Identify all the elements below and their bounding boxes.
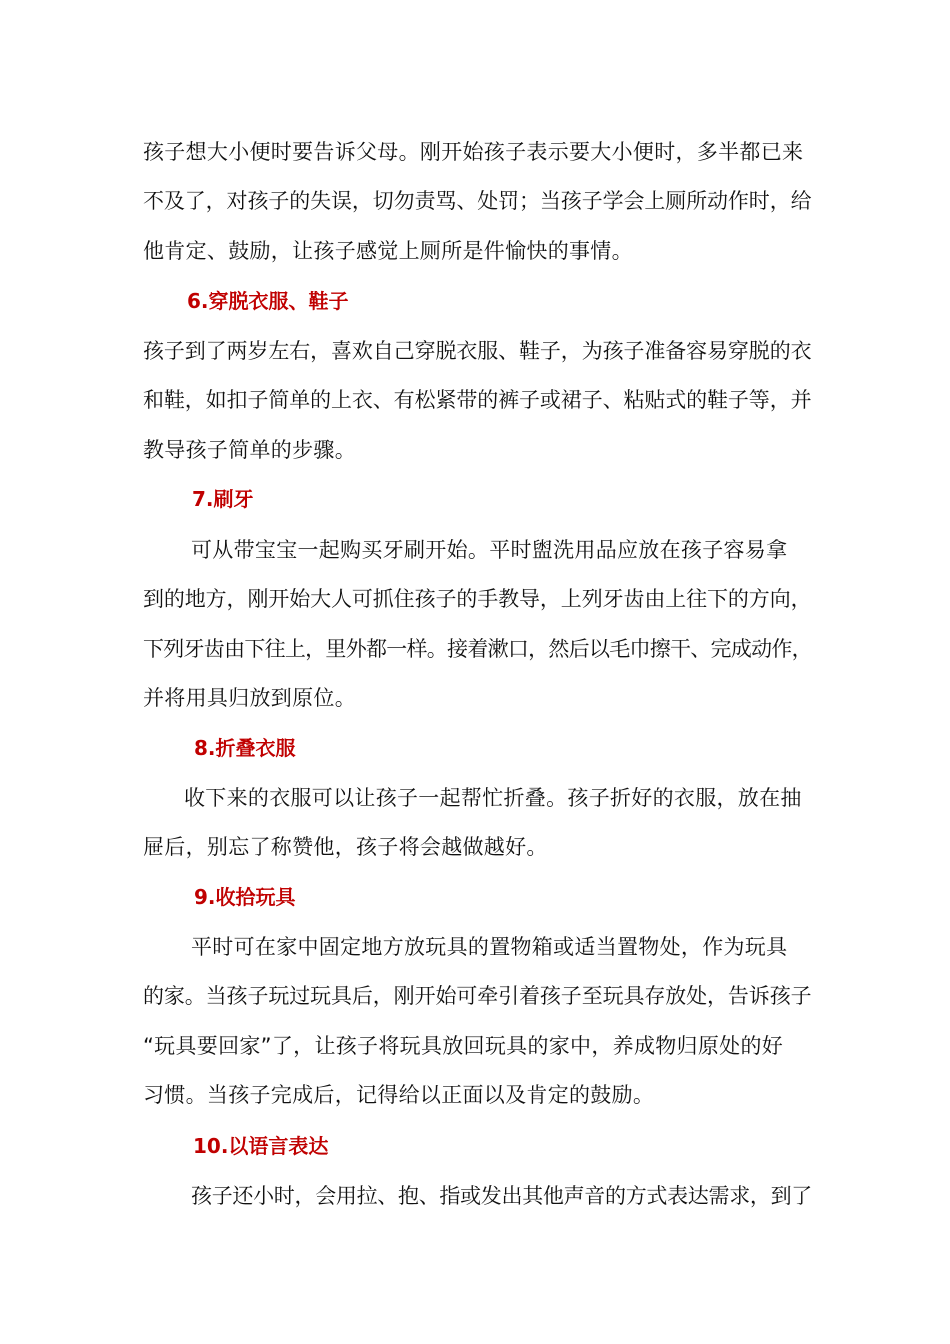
paragraph-line: 教导孩子简单的步骤。	[143, 438, 356, 462]
paragraph-line: 习惯。当孩子完成后，记得给以正面以及肯定的鼓励。	[143, 1083, 655, 1107]
paragraph-line: 并将用具归放到原位。	[143, 686, 356, 710]
section-heading-10: 10.以语言表达	[193, 1134, 329, 1158]
paragraph-line: 孩子想大小便时要告诉父母。刚开始孩子表示要大小便时，多半都已来	[143, 140, 804, 164]
paragraph-line: 到的地方，刚开始大人可抓住孩子的手教导，上列牙齿由上往下的方向，	[143, 587, 812, 611]
paragraph-line: 孩子到了两岁左右，喜欢自己穿脱衣服、鞋子，为孩子准备容易穿脱的衣	[143, 339, 812, 363]
paragraph-line: 不及了，对孩子的失误，切勿责骂、处罚；当孩子学会上厕所动作时，给	[143, 189, 812, 213]
paragraph-line: 可从带宝宝一起购买牙刷开始。平时盥洗用品应放在孩子容易拿	[191, 538, 788, 562]
section-heading-8: 8.折叠衣服	[194, 736, 296, 760]
paragraph-line: 下列牙齿由下往上，里外都一样。接着漱口，然后以毛巾擦干、完成动作，	[143, 637, 812, 661]
paragraph-line: 他肯定、鼓励，让孩子感觉上厕所是件愉快的事情。	[143, 239, 633, 263]
paragraph-line: “玩具要回家”了，让孩子将玩具放回玩具的家中，养成物归原处的好	[143, 1034, 784, 1058]
paragraph-line: 屉后，别忘了称赞他，孩子将会越做越好。	[143, 835, 548, 859]
paragraph-line: 的家。当孩子玩过玩具后，刚开始可牵引着孩子至玩具存放处，告诉孩子	[143, 984, 812, 1008]
section-heading-7: 7.刷牙	[192, 487, 254, 511]
paragraph-line: 和鞋，如扣子简单的上衣、有松紧带的裤子或裙子、粘贴式的鞋子等，并	[143, 388, 812, 412]
section-heading-6: 6.穿脱衣服、鞋子	[187, 289, 349, 313]
paragraph-line: 孩子还小时，会用拉、抱、指或发出其他声音的方式表达需求，到了	[191, 1184, 812, 1208]
paragraph-line: 收下来的衣服可以让孩子一起帮忙折叠。孩子折好的衣服，放在抽	[184, 786, 802, 810]
section-heading-9: 9.收拾玩具	[194, 885, 296, 909]
paragraph-line: 平时可在家中固定地方放玩具的置物箱或适当置物处，作为玩具	[191, 935, 788, 959]
